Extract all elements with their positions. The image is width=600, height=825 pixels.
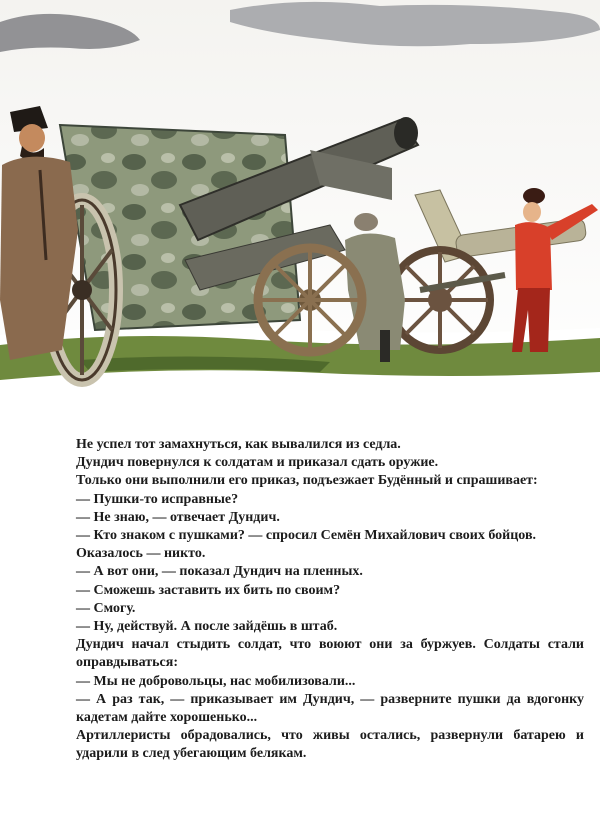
paragraph: Артиллеристы обрадовались, что живы остались, развернули батарею и ударили в след убегающим белякам. (76, 728, 584, 762)
paragraph: Дундич начал стыдить солдат, что воюют они за буржуев. Солдаты стали оправдываться: (76, 637, 584, 671)
paragraph: Только они выполнили его приказ, подъезжает Будённый и спрашивает: (76, 473, 538, 489)
dialogue-line: — Смогу. (76, 600, 136, 616)
dialogue-line: — Кто знаком с пушками? — спросил Семён Михайлович своих бойцов. (76, 528, 537, 544)
dialogue-line: — А вот они, — показал Дундич на пленных. (76, 564, 363, 580)
dialogue-line: — Не знаю, — отвечает Дундич. (76, 509, 280, 525)
paragraph: Дундич повернулся к солдатам и приказал сдать оружие. (76, 455, 439, 471)
dialogue-line: — А раз так, — приказывает им Дундич, — разверните пушки да вдогонку кадетам дайте хорошенько... (76, 691, 584, 726)
story-text (76, 436, 584, 764)
dialogue-line: — Пушки-то исправные? (76, 491, 239, 507)
dialogue-line: — Ну, действуй. А после зайдёшь в штаб. (76, 619, 338, 635)
artillery-illustration (0, 0, 600, 400)
dialogue-line: — Мы не добровольцы, нас мобилизовали... (76, 673, 356, 689)
dialogue-line: — Сможешь заставить их бить по своим? (76, 582, 341, 598)
paragraph: Оказалось — никто. (76, 546, 206, 562)
paragraph: Не успел тот замахнуться, как вывалился из седла. (76, 437, 401, 452)
